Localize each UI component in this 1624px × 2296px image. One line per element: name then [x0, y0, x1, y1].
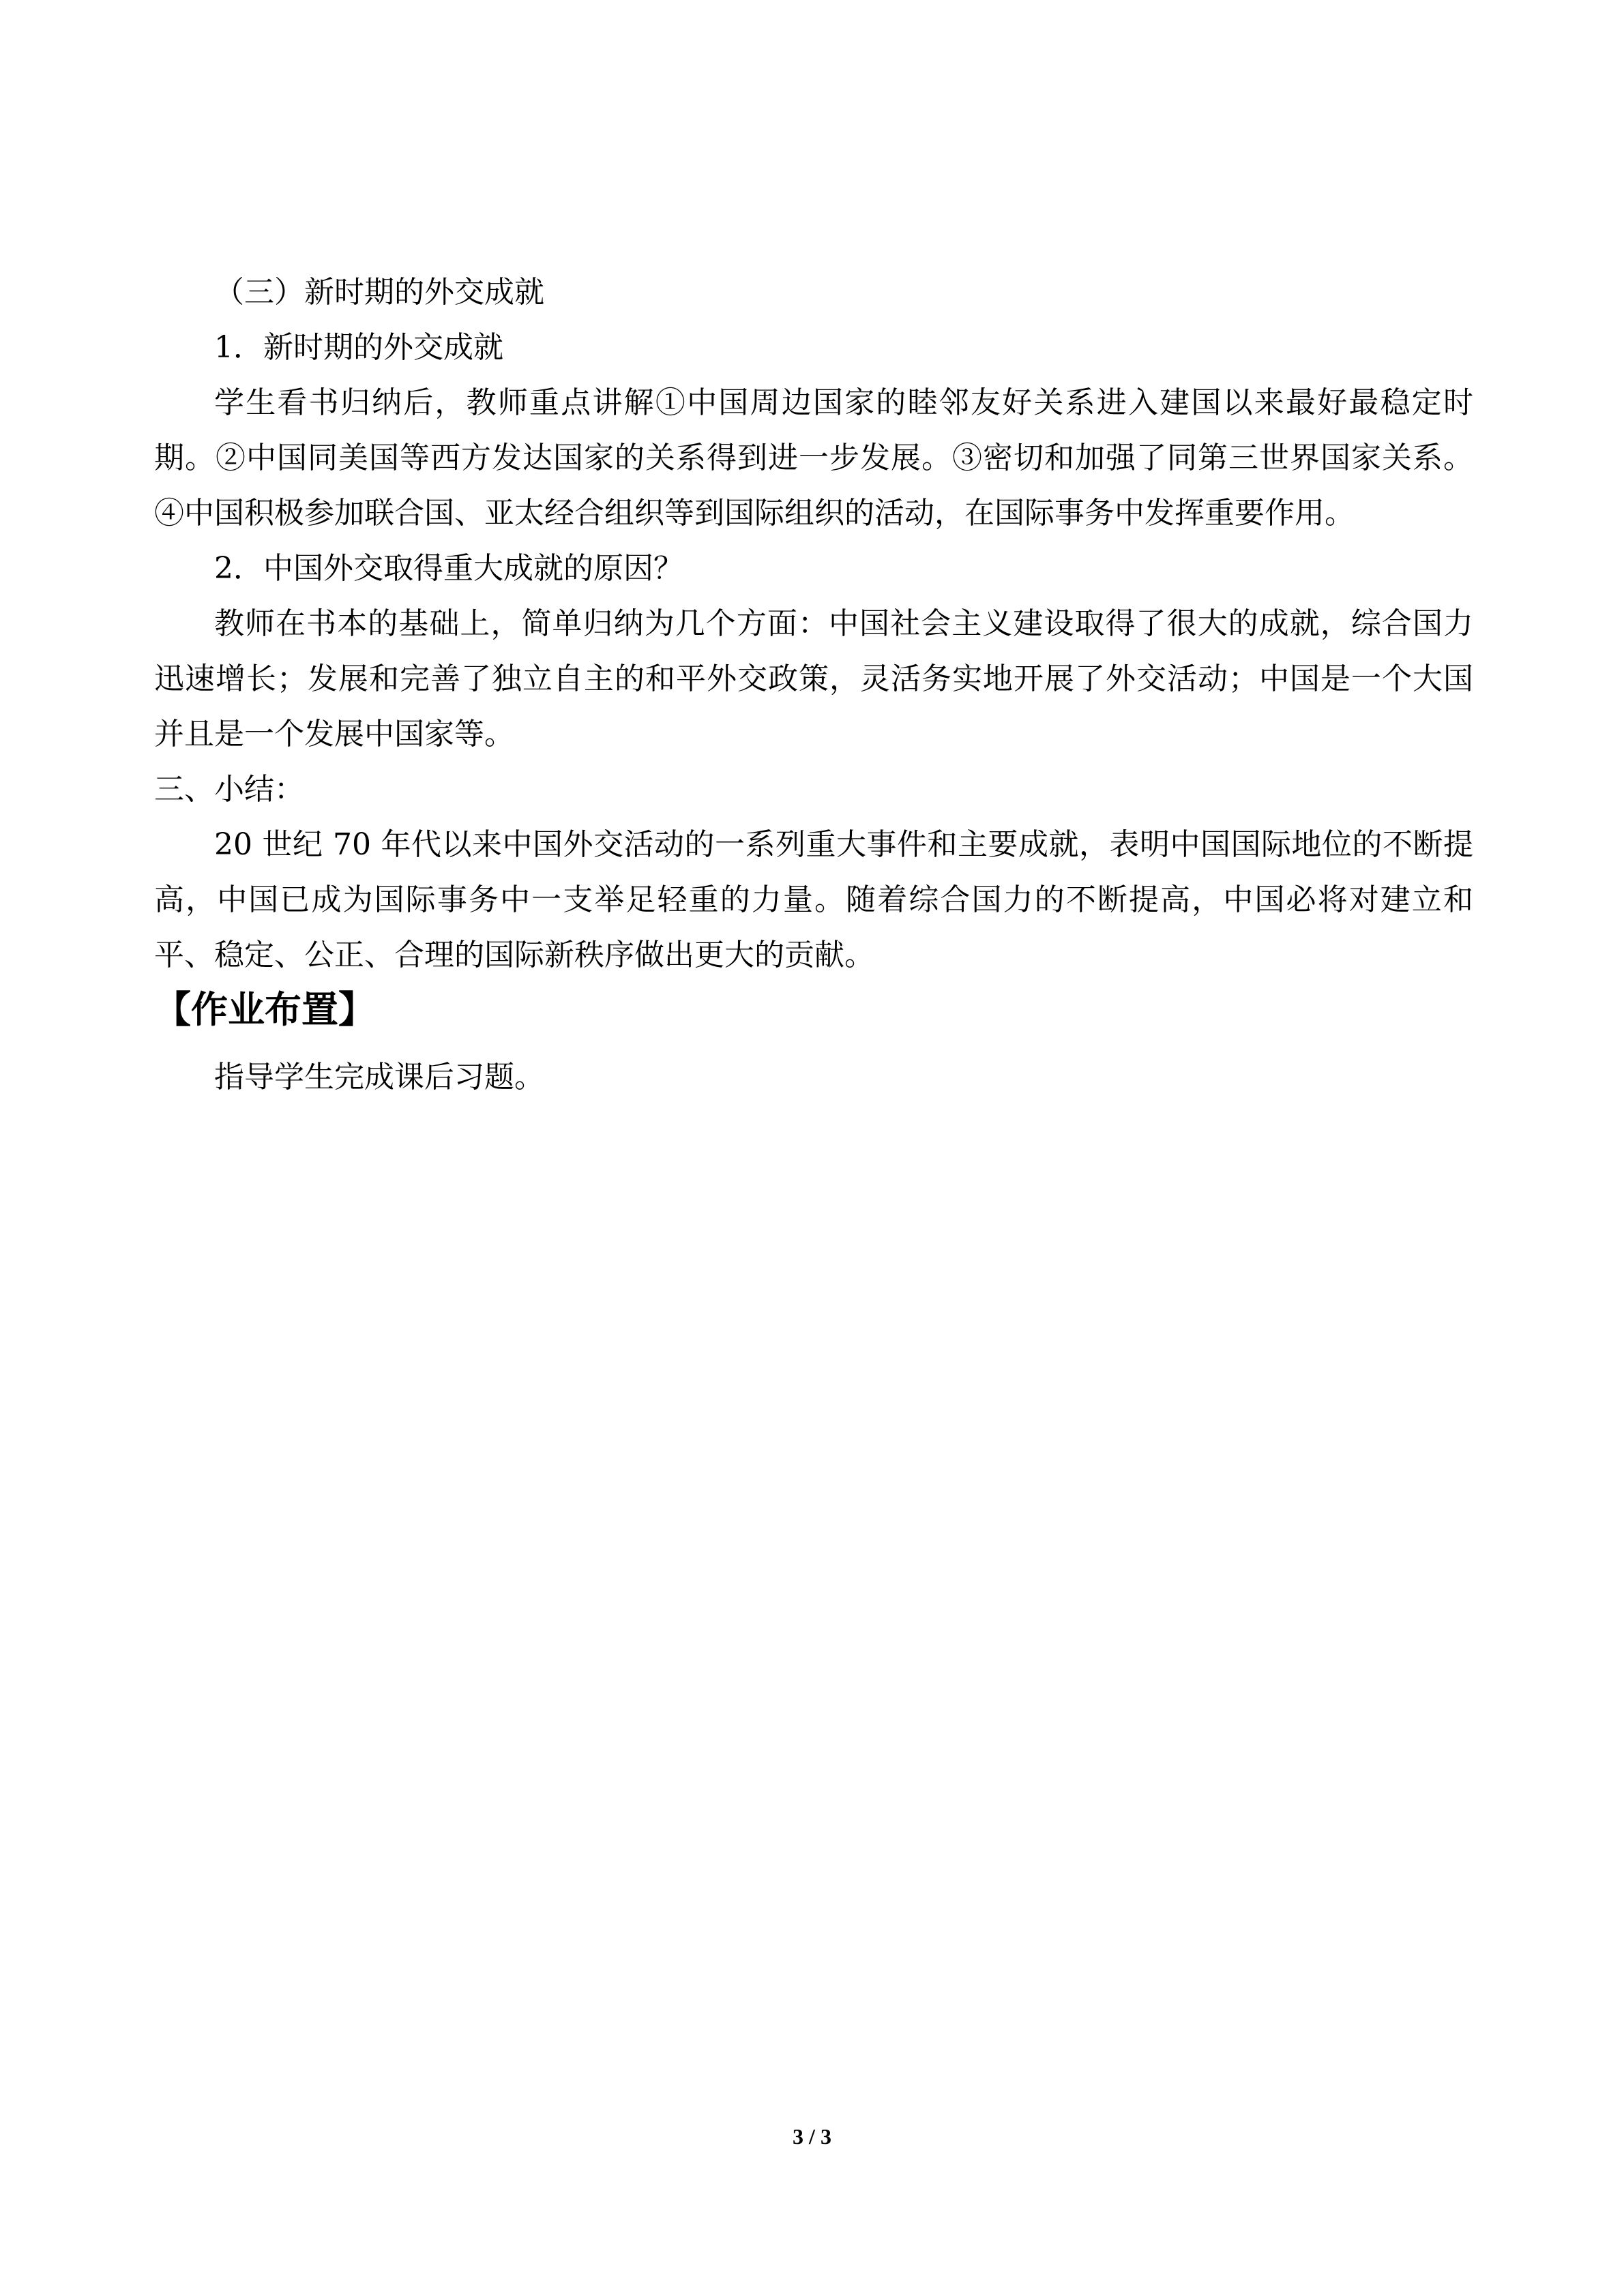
body-paragraph: 教师在书本的基础上，简单归纳为几个方面：中国社会主义建设取得了很大的成就，综合国力迅速增长；发展和完善了独立自主的和平外交政策，灵活务实地开展了外交活动；中国是一个大国并且是一个发展中国家等。 [154, 606, 1473, 751]
spacer [154, 1037, 1473, 1049]
page-number: 3 / 3 [793, 2124, 831, 2149]
body-paragraph: 学生看书归纳后，教师重点讲解①中国周边国家的睦邻友好关系进入建国以来最好最稳定时期。②中国同美国等西方发达国家的关系得到进一步发展。③密切和加强了同第三世界国家关系。④中国积极参加联合国、亚太经合组织等到国际组织的活动，在国际事务中发挥重要作用。 [154, 385, 1473, 531]
item-heading: 1．新时期的外交成就 [214, 330, 503, 365]
document-body [154, 265, 1473, 1105]
homework-heading: 【作业布置】 [154, 988, 375, 1031]
subsection-heading: （三）新时期的外交成就 [214, 275, 544, 310]
section-heading-summary: 三、小结： [154, 772, 304, 807]
summary-paragraph: 20 世纪 70 年代以来中国外交活动的一系列重大事件和主要成就，表明中国国际地位的不断提高，中国已成为国际事务中一支举足轻重的力量。随着综合国力的不断提高，中国必将对建立和平、稳定、公正、合理的国际新秩序做出更大的贡献。 [154, 827, 1473, 972]
homework-text: 指导学生完成课后习题。 [214, 1060, 544, 1094]
item-heading: 2．中国外交取得重大成就的原因？ [214, 551, 683, 586]
